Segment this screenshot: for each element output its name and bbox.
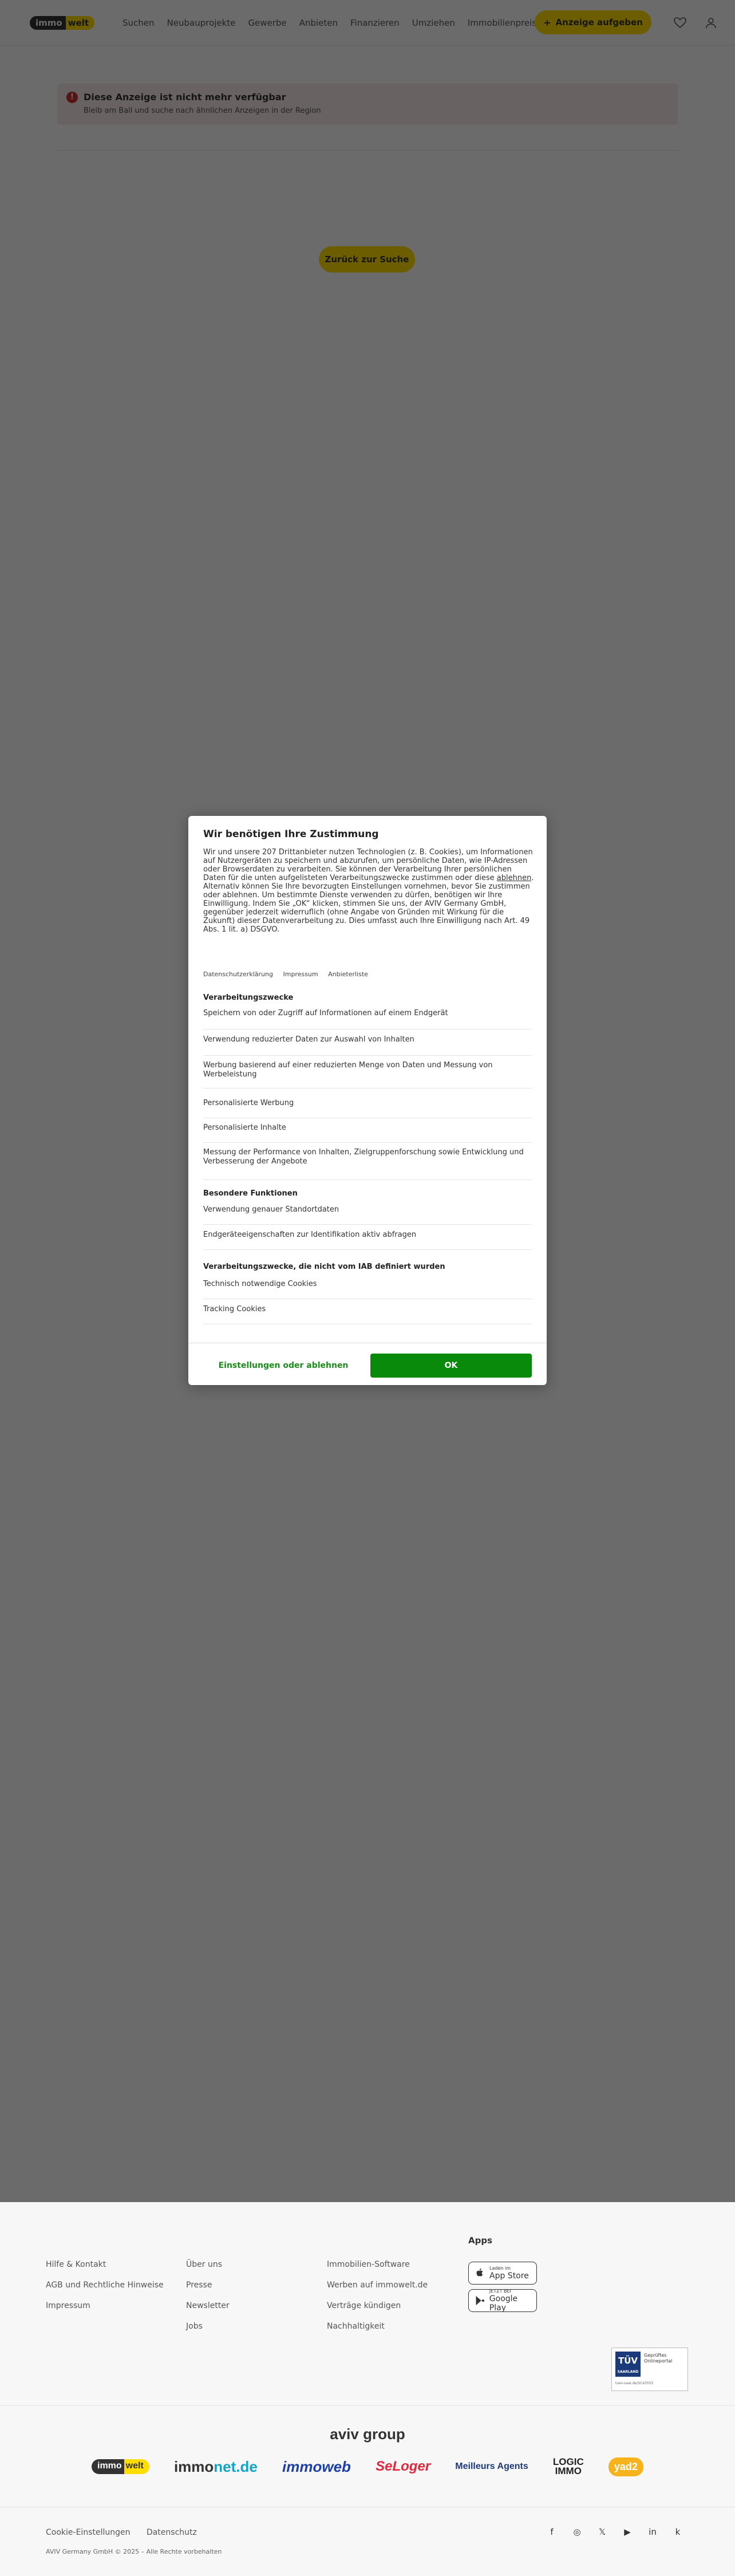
google-play-text: [489, 2289, 536, 2313]
youtube-icon[interactable]: ▶: [624, 2527, 631, 2537]
non-iab-heading: Verarbeitungszwecke, die nicht vom IAB definiert wurden: [203, 1263, 445, 1271]
purposes-heading: Verarbeitungszwecke: [203, 993, 294, 1002]
footer-link-jobs[interactable]: Jobs: [186, 2322, 203, 2331]
app-store-text: [489, 2266, 529, 2281]
kununu-icon[interactable]: k: [675, 2527, 681, 2537]
brand-logic-part2: IMMO: [555, 2465, 582, 2476]
footer-link-help[interactable]: Hilfe & Kontakt: [46, 2260, 106, 2269]
purpose-item[interactable]: Verwendung reduzierter Daten zur Auswahl von Inhalten: [203, 1035, 532, 1056]
footer-link-cancel-contracts[interactable]: Verträge kündigen: [327, 2301, 401, 2310]
reject-link[interactable]: ablehnen: [496, 874, 532, 882]
tuv-seal: [611, 2348, 688, 2391]
linkedin-icon[interactable]: in: [649, 2527, 657, 2537]
special-feature-item[interactable]: Endgeräteeigenschaften zur Identifikation aktiv abfragen: [203, 1230, 532, 1250]
apple-icon: [473, 2267, 486, 2279]
tuv-mark-sub: SAARLAND: [617, 2370, 639, 2374]
footer-column-services: [327, 2259, 428, 2342]
brand-immowelt-logo[interactable]: [92, 2459, 149, 2474]
tuv-mark: [615, 2352, 641, 2377]
footer-link-advertise[interactable]: Werben auf immowelt.de: [327, 2281, 428, 2290]
brand-yad2-logo[interactable]: yad2: [608, 2457, 643, 2476]
tuv-mark-text: TÜV: [618, 2356, 638, 2366]
purpose-item[interactable]: Speichern von oder Zugriff auf Informationen auf einem Endgerät: [203, 1009, 532, 1029]
brand-logic-part1: LOGIC: [552, 2456, 584, 2467]
app-store-small: Laden im: [489, 2266, 511, 2271]
app-store-badge[interactable]: [468, 2262, 537, 2285]
consent-body-part2: . Alternativ können Sie Ihre bevorzugten Einstellungen vornehmen, bevor Sie zustimmen oder ablehnen. Um bestimmte Dienste verwenden zu dürfen, benötigen wir Ihre Einwilligung. Indem Sie „OK“ klicken, stimmen Sie uns, der AVIV Germany GmbH, gegenüber jederzeit widerruflich (ohne Angabe von Gründen mit Wirkung für die Zukunft) dieser Datenverarbeitung zu. Dies umfasst auch Ihre Einwilligung nach Art. 49 Abs. 1 lit. a) DSGVO.: [203, 874, 534, 934]
footer-bottom-links: [46, 2528, 211, 2537]
purpose-item[interactable]: Personalisierte Werbung: [203, 1099, 532, 1118]
copyright-text: AVIV Germany GmbH © 2025 – Alle Rechte vorbehalten: [46, 2548, 222, 2555]
purpose-item[interactable]: Messung der Performance von Inhalten, Zielgruppenforschung sowie Entwicklung und Verbesserung der Angebote: [203, 1148, 532, 1180]
app-store-big: App Store: [489, 2271, 529, 2281]
privacy-policy-link[interactable]: Datenschutzerklärung: [203, 971, 273, 978]
consent-body-part1: Wir und unsere 207 Drittanbieter nutzen Technologien (z. B. Cookies), um Informationen auf Nutzergeräten zu speichern und abzurufen, um persönliche Daten, wie IP-Adressen oder Browserdaten zu verarbeiten. Sie können der Verarbeitung Ihrer persönlichen Daten für die unten aufgelisteten Verarbeitungszwecke zustimmen oder diese: [203, 848, 533, 882]
google-play-badge[interactable]: [468, 2289, 537, 2312]
brand-meilleurs-agents-logo[interactable]: Meilleurs Agents: [455, 2461, 528, 2471]
footer-divider: [0, 2405, 735, 2406]
footer-column-company: [186, 2259, 230, 2342]
consent-dialog: [188, 816, 547, 1385]
consent-title: Wir benötigen Ihre Zustimmung: [203, 829, 379, 840]
instagram-icon[interactable]: ◎: [573, 2527, 581, 2537]
imprint-link[interactable]: Impressum: [283, 971, 318, 978]
facebook-icon[interactable]: f: [550, 2527, 554, 2537]
cookie-settings-link[interactable]: Cookie-Einstellungen: [46, 2528, 131, 2537]
purpose-item[interactable]: Personalisierte Inhalte: [203, 1123, 532, 1143]
special-feature-item[interactable]: Verwendung genauer Standortdaten: [203, 1205, 532, 1225]
brand-logos: [92, 2455, 643, 2478]
site-footer: [0, 2202, 735, 2576]
brand-logic-immo-logo[interactable]: [553, 2457, 584, 2476]
apps-heading: Apps: [468, 2235, 493, 2246]
ok-button[interactable]: OK: [370, 1354, 532, 1378]
consent-actions: [188, 1343, 547, 1385]
footer-link-press[interactable]: Presse: [186, 2281, 212, 2290]
google-play-icon: [473, 2294, 486, 2307]
brand-immonet-part2: net.de: [214, 2457, 258, 2475]
footer-link-newsletter[interactable]: Newsletter: [186, 2301, 230, 2310]
non-iab-item[interactable]: Tracking Cookies: [203, 1305, 532, 1324]
brand-immonet-logo[interactable]: [174, 2458, 258, 2476]
brand-immoweb-logo[interactable]: immoweb: [282, 2457, 351, 2475]
brand-immowelt-part2: welt: [124, 2459, 149, 2474]
x-icon[interactable]: 𝕏: [598, 2527, 606, 2537]
brand-seloger-logo[interactable]: SeLoger: [376, 2459, 431, 2474]
privacy-link[interactable]: Datenschutz: [146, 2528, 197, 2537]
footer-column-help: [46, 2259, 164, 2321]
footer-link-software[interactable]: Immobilien-Software: [327, 2260, 410, 2269]
footer-link-terms[interactable]: AGB und Rechtliche Hinweise: [46, 2281, 164, 2290]
social-links: [546, 2526, 697, 2538]
special-features-heading: Besondere Funktionen: [203, 1189, 298, 1198]
purpose-item[interactable]: Werbung basierend auf einer reduzierten Menge von Daten und Messung von Werbeleistung: [203, 1061, 532, 1088]
brand-immowelt-part1: immo: [92, 2459, 124, 2474]
aviv-group-logo: aviv group: [330, 2425, 405, 2443]
footer-link-imprint[interactable]: Impressum: [46, 2301, 90, 2310]
footer-link-about[interactable]: Über uns: [186, 2260, 222, 2269]
non-iab-item[interactable]: Technisch notwendige Cookies: [203, 1280, 532, 1299]
footer-link-sustainability[interactable]: Nachhaltigkeit: [327, 2322, 385, 2331]
tuv-text: Geprüftes Onlineportal: [644, 2353, 673, 2364]
consent-links: [203, 971, 376, 978]
google-play-small: JETZT BEI: [489, 2289, 511, 2294]
google-play-big: Google Play: [489, 2294, 518, 2313]
consent-body: [203, 848, 535, 934]
settings-or-reject-button[interactable]: Einstellungen oder ablehnen: [203, 1354, 363, 1378]
vendor-list-link[interactable]: Anbieterliste: [328, 971, 368, 978]
tuv-sub: tuev-saar.de/SC43555: [615, 2381, 654, 2385]
brand-immonet-part1: immo: [173, 2457, 214, 2475]
